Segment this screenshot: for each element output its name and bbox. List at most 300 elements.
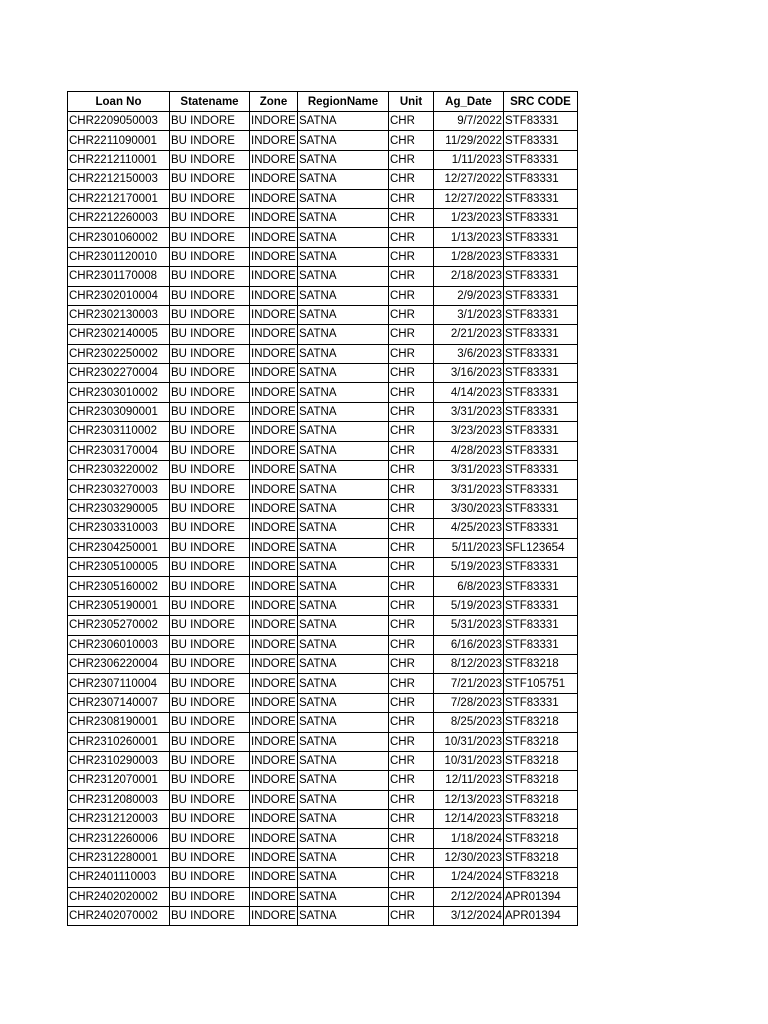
cell-regionname: SATNA [298, 499, 389, 518]
cell-statename: BU INDORE [170, 170, 250, 189]
cell-loan-no: CHR2212110001 [68, 150, 170, 169]
cell-zone: INDORE [250, 907, 298, 926]
cell-src-code: STF83331 [504, 616, 578, 635]
cell-regionname: SATNA [298, 189, 389, 208]
cell-ag-date: 3/16/2023 [434, 364, 504, 383]
cell-zone: INDORE [250, 887, 298, 906]
table-row [68, 189, 578, 208]
cell-statename: BU INDORE [170, 344, 250, 363]
cell-statename: BU INDORE [170, 131, 250, 150]
cell-loan-no: CHR2402070002 [68, 907, 170, 926]
cell-ag-date: 2/21/2023 [434, 325, 504, 344]
cell-ag-date: 12/27/2022 [434, 189, 504, 208]
cell-loan-no: CHR2302270004 [68, 364, 170, 383]
cell-unit: CHR [389, 325, 434, 344]
cell-src-code: STF83331 [504, 693, 578, 712]
cell-zone: INDORE [250, 616, 298, 635]
cell-zone: INDORE [250, 596, 298, 615]
cell-ag-date: 3/6/2023 [434, 344, 504, 363]
cell-unit: CHR [389, 868, 434, 887]
cell-statename: BU INDORE [170, 829, 250, 848]
table-row [68, 693, 578, 712]
cell-regionname: SATNA [298, 848, 389, 867]
cell-src-code: STF83331 [504, 422, 578, 441]
table-row [68, 790, 578, 809]
cell-zone: INDORE [250, 112, 298, 131]
table-body [68, 112, 578, 926]
cell-statename: BU INDORE [170, 228, 250, 247]
cell-ag-date: 9/7/2022 [434, 112, 504, 131]
cell-zone: INDORE [250, 208, 298, 227]
cell-regionname: SATNA [298, 616, 389, 635]
cell-statename: BU INDORE [170, 422, 250, 441]
cell-statename: BU INDORE [170, 112, 250, 131]
cell-src-code: STF83218 [504, 829, 578, 848]
cell-ag-date: 5/11/2023 [434, 538, 504, 557]
cell-ag-date: 10/31/2023 [434, 751, 504, 770]
cell-regionname: SATNA [298, 247, 389, 266]
cell-unit: CHR [389, 538, 434, 557]
cell-zone: INDORE [250, 480, 298, 499]
header-row [68, 92, 578, 112]
cell-src-code: STF83331 [504, 557, 578, 576]
cell-loan-no: CHR2307140007 [68, 693, 170, 712]
cell-src-code: STF83331 [504, 189, 578, 208]
cell-statename: BU INDORE [170, 907, 250, 926]
cell-loan-no: CHR2303310003 [68, 519, 170, 538]
cell-src-code: STF83218 [504, 713, 578, 732]
table-row [68, 829, 578, 848]
cell-src-code: STF83218 [504, 751, 578, 770]
cell-statename: BU INDORE [170, 751, 250, 770]
cell-zone: INDORE [250, 868, 298, 887]
cell-src-code: APR01394 [504, 907, 578, 926]
cell-loan-no: CHR2306220004 [68, 654, 170, 673]
cell-src-code: STF83331 [504, 635, 578, 654]
cell-regionname: SATNA [298, 170, 389, 189]
cell-zone: INDORE [250, 131, 298, 150]
cell-unit: CHR [389, 131, 434, 150]
cell-src-code: STF83218 [504, 790, 578, 809]
cell-regionname: SATNA [298, 732, 389, 751]
cell-regionname: SATNA [298, 577, 389, 596]
cell-unit: CHR [389, 170, 434, 189]
cell-src-code: STF83331 [504, 325, 578, 344]
cell-unit: CHR [389, 189, 434, 208]
cell-unit: CHR [389, 887, 434, 906]
loan-table [67, 91, 578, 926]
cell-loan-no: CHR2212170001 [68, 189, 170, 208]
cell-regionname: SATNA [298, 674, 389, 693]
cell-loan-no: CHR2301060002 [68, 228, 170, 247]
cell-ag-date: 3/31/2023 [434, 461, 504, 480]
cell-zone: INDORE [250, 189, 298, 208]
table-row [68, 170, 578, 189]
cell-unit: CHR [389, 228, 434, 247]
cell-zone: INDORE [250, 674, 298, 693]
cell-zone: INDORE [250, 635, 298, 654]
table-row [68, 907, 578, 926]
cell-zone: INDORE [250, 267, 298, 286]
cell-loan-no: CHR2306010003 [68, 635, 170, 654]
cell-ag-date: 1/23/2023 [434, 208, 504, 227]
cell-regionname: SATNA [298, 208, 389, 227]
cell-loan-no: CHR2303110002 [68, 422, 170, 441]
cell-statename: BU INDORE [170, 654, 250, 673]
cell-regionname: SATNA [298, 868, 389, 887]
cell-regionname: SATNA [298, 790, 389, 809]
cell-src-code: STF83331 [504, 131, 578, 150]
cell-ag-date: 3/1/2023 [434, 305, 504, 324]
cell-ag-date: 7/28/2023 [434, 693, 504, 712]
cell-regionname: SATNA [298, 887, 389, 906]
cell-loan-no: CHR2303090001 [68, 402, 170, 421]
cell-ag-date: 2/18/2023 [434, 267, 504, 286]
cell-statename: BU INDORE [170, 364, 250, 383]
cell-unit: CHR [389, 441, 434, 460]
cell-statename: BU INDORE [170, 480, 250, 499]
table-row [68, 887, 578, 906]
cell-zone: INDORE [250, 519, 298, 538]
table-row [68, 480, 578, 499]
table-row [68, 228, 578, 247]
cell-regionname: SATNA [298, 383, 389, 402]
cell-loan-no: CHR2303290005 [68, 499, 170, 518]
cell-unit: CHR [389, 577, 434, 596]
cell-src-code: STF83331 [504, 461, 578, 480]
header-statename: Statename [170, 92, 250, 112]
cell-statename: BU INDORE [170, 305, 250, 324]
cell-zone: INDORE [250, 286, 298, 305]
table-row [68, 771, 578, 790]
cell-src-code: STF83331 [504, 305, 578, 324]
cell-loan-no: CHR2302010004 [68, 286, 170, 305]
cell-statename: BU INDORE [170, 771, 250, 790]
cell-src-code: STF83331 [504, 499, 578, 518]
cell-unit: CHR [389, 693, 434, 712]
cell-src-code: STF83331 [504, 286, 578, 305]
table-row [68, 635, 578, 654]
cell-regionname: SATNA [298, 480, 389, 499]
cell-zone: INDORE [250, 150, 298, 169]
cell-unit: CHR [389, 771, 434, 790]
cell-unit: CHR [389, 790, 434, 809]
cell-zone: INDORE [250, 557, 298, 576]
table-row [68, 654, 578, 673]
table-row [68, 732, 578, 751]
table-row [68, 383, 578, 402]
cell-unit: CHR [389, 422, 434, 441]
cell-unit: CHR [389, 848, 434, 867]
cell-ag-date: 4/14/2023 [434, 383, 504, 402]
table-row [68, 402, 578, 421]
cell-zone: INDORE [250, 810, 298, 829]
cell-ag-date: 12/13/2023 [434, 790, 504, 809]
cell-statename: BU INDORE [170, 635, 250, 654]
cell-statename: BU INDORE [170, 868, 250, 887]
cell-zone: INDORE [250, 771, 298, 790]
cell-ag-date: 1/18/2024 [434, 829, 504, 848]
cell-unit: CHR [389, 112, 434, 131]
cell-zone: INDORE [250, 713, 298, 732]
cell-loan-no: CHR2304250001 [68, 538, 170, 557]
cell-regionname: SATNA [298, 228, 389, 247]
table-row [68, 538, 578, 557]
cell-statename: BU INDORE [170, 713, 250, 732]
cell-regionname: SATNA [298, 519, 389, 538]
cell-src-code: STF83331 [504, 112, 578, 131]
cell-src-code: STF83331 [504, 208, 578, 227]
cell-ag-date: 1/11/2023 [434, 150, 504, 169]
cell-loan-no: CHR2307110004 [68, 674, 170, 693]
cell-zone: INDORE [250, 441, 298, 460]
cell-unit: CHR [389, 713, 434, 732]
cell-regionname: SATNA [298, 810, 389, 829]
cell-src-code: STF83331 [504, 364, 578, 383]
cell-statename: BU INDORE [170, 693, 250, 712]
cell-src-code: STF83218 [504, 810, 578, 829]
cell-unit: CHR [389, 461, 434, 480]
cell-ag-date: 1/28/2023 [434, 247, 504, 266]
table-row [68, 208, 578, 227]
cell-regionname: SATNA [298, 305, 389, 324]
cell-unit: CHR [389, 732, 434, 751]
cell-statename: BU INDORE [170, 596, 250, 615]
header-unit: Unit [389, 92, 434, 112]
cell-regionname: SATNA [298, 112, 389, 131]
cell-ag-date: 11/29/2022 [434, 131, 504, 150]
cell-loan-no: CHR2312070001 [68, 771, 170, 790]
cell-loan-no: CHR2301120010 [68, 247, 170, 266]
cell-statename: BU INDORE [170, 674, 250, 693]
cell-unit: CHR [389, 616, 434, 635]
cell-ag-date: 4/25/2023 [434, 519, 504, 538]
cell-regionname: SATNA [298, 286, 389, 305]
cell-regionname: SATNA [298, 441, 389, 460]
cell-src-code: STF83331 [504, 344, 578, 363]
cell-statename: BU INDORE [170, 538, 250, 557]
cell-unit: CHR [389, 402, 434, 421]
cell-loan-no: CHR2312280001 [68, 848, 170, 867]
cell-src-code: STF83331 [504, 441, 578, 460]
cell-ag-date: 3/23/2023 [434, 422, 504, 441]
cell-ag-date: 5/31/2023 [434, 616, 504, 635]
cell-regionname: SATNA [298, 461, 389, 480]
cell-unit: CHR [389, 751, 434, 770]
cell-src-code: STF83331 [504, 480, 578, 499]
table-row [68, 286, 578, 305]
cell-regionname: SATNA [298, 364, 389, 383]
cell-zone: INDORE [250, 751, 298, 770]
cell-ag-date: 3/12/2024 [434, 907, 504, 926]
cell-loan-no: CHR2303270003 [68, 480, 170, 499]
cell-ag-date: 7/21/2023 [434, 674, 504, 693]
cell-loan-no: CHR2312080003 [68, 790, 170, 809]
cell-statename: BU INDORE [170, 208, 250, 227]
cell-zone: INDORE [250, 247, 298, 266]
cell-ag-date: 1/24/2024 [434, 868, 504, 887]
cell-unit: CHR [389, 829, 434, 848]
cell-statename: BU INDORE [170, 441, 250, 460]
cell-ag-date: 2/9/2023 [434, 286, 504, 305]
cell-statename: BU INDORE [170, 810, 250, 829]
cell-statename: BU INDORE [170, 848, 250, 867]
cell-src-code: STF83331 [504, 228, 578, 247]
cell-unit: CHR [389, 557, 434, 576]
cell-loan-no: CHR2303010002 [68, 383, 170, 402]
cell-statename: BU INDORE [170, 557, 250, 576]
cell-statename: BU INDORE [170, 732, 250, 751]
cell-loan-no: CHR2302140005 [68, 325, 170, 344]
cell-unit: CHR [389, 247, 434, 266]
table-row [68, 364, 578, 383]
cell-src-code: STF83331 [504, 247, 578, 266]
cell-ag-date: 12/27/2022 [434, 170, 504, 189]
cell-ag-date: 6/8/2023 [434, 577, 504, 596]
cell-regionname: SATNA [298, 538, 389, 557]
cell-zone: INDORE [250, 732, 298, 751]
cell-statename: BU INDORE [170, 267, 250, 286]
cell-unit: CHR [389, 364, 434, 383]
cell-unit: CHR [389, 480, 434, 499]
table-row [68, 499, 578, 518]
cell-statename: BU INDORE [170, 577, 250, 596]
cell-unit: CHR [389, 907, 434, 926]
cell-src-code: STF83331 [504, 267, 578, 286]
cell-src-code: STF83331 [504, 402, 578, 421]
cell-src-code: STF83331 [504, 596, 578, 615]
cell-loan-no: CHR2301170008 [68, 267, 170, 286]
cell-statename: BU INDORE [170, 286, 250, 305]
cell-statename: BU INDORE [170, 247, 250, 266]
cell-zone: INDORE [250, 422, 298, 441]
cell-src-code: STF83331 [504, 383, 578, 402]
cell-ag-date: 8/25/2023 [434, 713, 504, 732]
cell-unit: CHR [389, 150, 434, 169]
cell-loan-no: CHR2401110003 [68, 868, 170, 887]
cell-unit: CHR [389, 286, 434, 305]
cell-unit: CHR [389, 267, 434, 286]
cell-ag-date: 12/30/2023 [434, 848, 504, 867]
table-row [68, 751, 578, 770]
cell-zone: INDORE [250, 364, 298, 383]
table-row [68, 868, 578, 887]
cell-statename: BU INDORE [170, 790, 250, 809]
table-row [68, 577, 578, 596]
cell-src-code: STF105751 [504, 674, 578, 693]
cell-statename: BU INDORE [170, 887, 250, 906]
cell-regionname: SATNA [298, 131, 389, 150]
table-row [68, 461, 578, 480]
cell-loan-no: CHR2310260001 [68, 732, 170, 751]
cell-src-code: STF83331 [504, 519, 578, 538]
cell-unit: CHR [389, 499, 434, 518]
cell-src-code: STF83218 [504, 848, 578, 867]
cell-src-code: STF83331 [504, 170, 578, 189]
cell-zone: INDORE [250, 461, 298, 480]
table-row [68, 674, 578, 693]
header-zone: Zone [250, 92, 298, 112]
table-row [68, 112, 578, 131]
cell-unit: CHR [389, 596, 434, 615]
cell-unit: CHR [389, 635, 434, 654]
table-row [68, 131, 578, 150]
cell-regionname: SATNA [298, 596, 389, 615]
cell-zone: INDORE [250, 829, 298, 848]
cell-src-code: STF83218 [504, 868, 578, 887]
cell-unit: CHR [389, 810, 434, 829]
cell-loan-no: CHR2308190001 [68, 713, 170, 732]
header-loan-no: Loan No [68, 92, 170, 112]
cell-zone: INDORE [250, 790, 298, 809]
cell-regionname: SATNA [298, 150, 389, 169]
table-row [68, 810, 578, 829]
cell-unit: CHR [389, 654, 434, 673]
cell-loan-no: CHR2310290003 [68, 751, 170, 770]
table-row [68, 441, 578, 460]
cell-loan-no: CHR2312120003 [68, 810, 170, 829]
cell-regionname: SATNA [298, 713, 389, 732]
cell-regionname: SATNA [298, 422, 389, 441]
cell-ag-date: 2/12/2024 [434, 887, 504, 906]
cell-zone: INDORE [250, 402, 298, 421]
cell-src-code: STF83218 [504, 654, 578, 673]
cell-loan-no: CHR2212260003 [68, 208, 170, 227]
cell-regionname: SATNA [298, 557, 389, 576]
cell-statename: BU INDORE [170, 499, 250, 518]
table-row [68, 848, 578, 867]
cell-loan-no: CHR2302130003 [68, 305, 170, 324]
cell-regionname: SATNA [298, 771, 389, 790]
cell-loan-no: CHR2305100005 [68, 557, 170, 576]
cell-zone: INDORE [250, 228, 298, 247]
cell-zone: INDORE [250, 170, 298, 189]
cell-src-code: STF83331 [504, 150, 578, 169]
cell-zone: INDORE [250, 305, 298, 324]
cell-unit: CHR [389, 208, 434, 227]
cell-unit: CHR [389, 344, 434, 363]
cell-zone: INDORE [250, 693, 298, 712]
cell-statename: BU INDORE [170, 461, 250, 480]
cell-statename: BU INDORE [170, 519, 250, 538]
table-row [68, 557, 578, 576]
cell-loan-no: CHR2303170004 [68, 441, 170, 460]
cell-loan-no: CHR2305160002 [68, 577, 170, 596]
table-row [68, 267, 578, 286]
cell-loan-no: CHR2305270002 [68, 616, 170, 635]
cell-ag-date: 6/16/2023 [434, 635, 504, 654]
header-regionname: RegionName [298, 92, 389, 112]
cell-statename: BU INDORE [170, 383, 250, 402]
cell-regionname: SATNA [298, 654, 389, 673]
loan-sheet [67, 91, 578, 926]
cell-loan-no: CHR2211090001 [68, 131, 170, 150]
table-row [68, 305, 578, 324]
cell-src-code: SFL123654 [504, 538, 578, 557]
cell-zone: INDORE [250, 344, 298, 363]
cell-zone: INDORE [250, 383, 298, 402]
cell-regionname: SATNA [298, 344, 389, 363]
cell-loan-no: CHR2212150003 [68, 170, 170, 189]
cell-regionname: SATNA [298, 907, 389, 926]
cell-statename: BU INDORE [170, 402, 250, 421]
cell-zone: INDORE [250, 325, 298, 344]
cell-src-code: STF83331 [504, 577, 578, 596]
cell-ag-date: 5/19/2023 [434, 557, 504, 576]
cell-unit: CHR [389, 519, 434, 538]
table-row [68, 713, 578, 732]
cell-loan-no: CHR2303220002 [68, 461, 170, 480]
